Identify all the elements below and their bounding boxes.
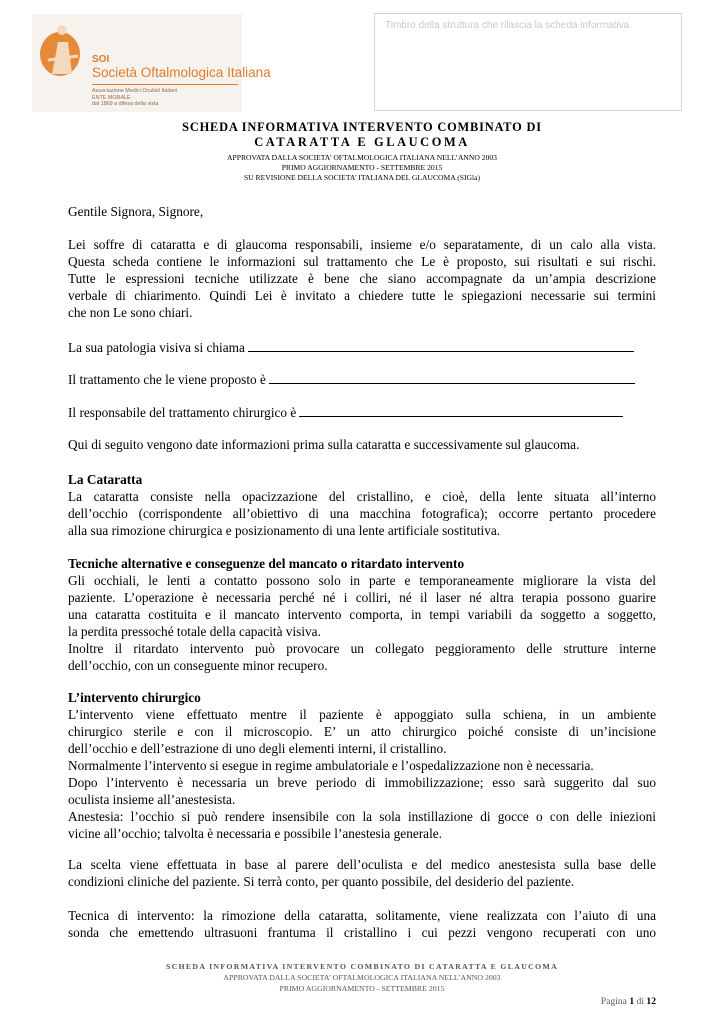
section-heading-alternatives: Tecniche alternative e conseguenze del mancato o ritardato intervento [68, 556, 465, 571]
intro-paragraph: Lei soffre di cataratta e di glaucoma responsabili, insieme e/o separatamente, di un calo alla vista. Questa scheda contiene le informazioni sul trattamento che Le è proposto, sui risultati e sui rischi. Tutte le espressioni tecniche utilizzate è bene che siano accompagnate da un’ampia descrizione verbale di chiarimento. Quindi Lei è invitato a chiedere tutte le spiegazioni necessarie sui termini che non Le sono chiari. [68, 237, 656, 320]
pathology-blank-line[interactable] [248, 338, 634, 352]
section-heading-surgery: L’intervento chirurgico [68, 690, 201, 705]
soi-logo [32, 14, 271, 112]
page-current: 1 [629, 996, 635, 1007]
page-of: di [636, 996, 644, 1007]
cataratta-paragraph: La cataratta consiste nella opacizzazione del cristallino, e cioè, della lente situata all’interno dell’occhio (corrispondente all’obiettivo di una macchina fotografica); occorre pertanto procedere alla sua rimozione chirurgica e posizionamento di una lente artificiale sostitutiva. [68, 489, 656, 538]
footer-update: PRIMO AGGIORNAMENTO - SETTEMBRE 2015 [279, 984, 445, 993]
logo-divider [92, 84, 238, 85]
technique-paragraph: Tecnica di intervento: la rimozione della cataratta, solitamente, viene realizzata con l’aiuto di una sonda che emettendo ultrasuoni frantuma il cristallino i cui pezzi vengono recuperati con uno [68, 908, 656, 940]
update-note: PRIMO AGGIORNAMENTO - SETTEMBRE 2015 [281, 163, 443, 172]
stamp-box [374, 13, 682, 111]
choice-paragraph: La scelta viene effettuata in base al parere dell’oculista e del medico anestesista sulla base delle condizioni cliniche del paziente. Si terrà conto, per quanto possibile, del desiderio del paziente. [68, 857, 656, 889]
pathology-field [68, 338, 634, 356]
logo-subtitle: Associazione Medici Oculisti Italiani ENTE MORALE dal 1869 a difesa della vista [92, 88, 178, 108]
footer-approval: APPROVATA DALLA SOCIETA’ OFTALMOLOGICA ITALIANA NELL’ANNO 2003 [223, 973, 501, 982]
surgeon-blank-line[interactable] [299, 403, 623, 417]
stamp-label: Timbro della struttura che rilascia la scheda informativa [385, 20, 630, 31]
soi-emblem-icon [38, 20, 88, 80]
revision-note: SU REVISIONE DELLA SOCIETA’ ITALIANA DEL GLAUCOMA (SIGla) [243, 173, 481, 182]
logo-acronym: SOI [92, 54, 110, 65]
surgery-paragraph: L’intervento viene effettuato mentre il paziente è appoggiato sulla schiena, in un ambiente chirurgico sterile e con il microscopio. E’ un atto chirurgico poiché consiste di un’incisione dell’occhio e dell’estrazione di uno degli elementi interni, il cristallino. Normalmente l’intervento si esegue in regime ambulatoriale e l’ospedalizzazione non è necessaria. Dopo l’intervento è necessaria un breve periodo di immobilizzazione; esso sarà suggerito dal suo oculista insieme all’anestesista. Anestesia: l’occhio si può rendere insensibile con la sola instillazione di gocce o con delle iniezioni vicine all’occhio; talvolta è necessaria e possibile l’anestesia generale. [68, 707, 656, 841]
treatment-label: Il trattamento che le viene proposto è [68, 372, 266, 387]
page-label: Pagina [600, 996, 627, 1007]
pathology-label: La sua patologia visiva si chiama [68, 340, 245, 355]
page-number [601, 996, 656, 1007]
greeting: Gentile Signora, Signore, [68, 204, 204, 219]
document-title-line1: SCHEDA INFORMATIVA INTERVENTO COMBINATO DI [182, 120, 542, 134]
page-total: 12 [646, 996, 656, 1007]
treatment-field [68, 370, 635, 388]
alternatives-paragraph: Gli occhiali, le lenti a contatto possono solo in parte e temporaneamente migliorare la vista del paziente. L’operazione è necessaria perché né i colliri, né il laser né altra terapia possono guarire una cataratta costituita e il mancato intervento comporta, in tempi variabili da soggetto a soggetto, la perdita pressoché totale della capacità visiva. Inoltre il ritardato intervento può provocare un collegato peggioramento delle strutture interne dell’occhio, con un conseguente minor recupero. [68, 573, 656, 673]
document-title-line2: CATARATTA E GLAUCOMA [254, 135, 470, 149]
section-heading-cataratta: La Cataratta [68, 472, 143, 487]
approval-note: APPROVATA DALLA SOCIETA’ OFTALMOLOGICA ITALIANA NELL’ANNO 2003 [227, 153, 497, 162]
surgeon-field [68, 403, 623, 421]
logo-name: Società Oftalmologica Italiana [92, 65, 271, 80]
surgeon-label: Il responsabile del trattamento chirurgico è [68, 405, 297, 420]
footer-title: SCHEDA INFORMATIVA INTERVENTO COMBINATO DI CATARATTA E GLAUCOMA [165, 962, 559, 971]
treatment-blank-line[interactable] [269, 370, 635, 384]
preface-text: Qui di seguito vengono date informazioni prima sulla cataratta e successivamente sul glaucoma. [68, 437, 580, 452]
